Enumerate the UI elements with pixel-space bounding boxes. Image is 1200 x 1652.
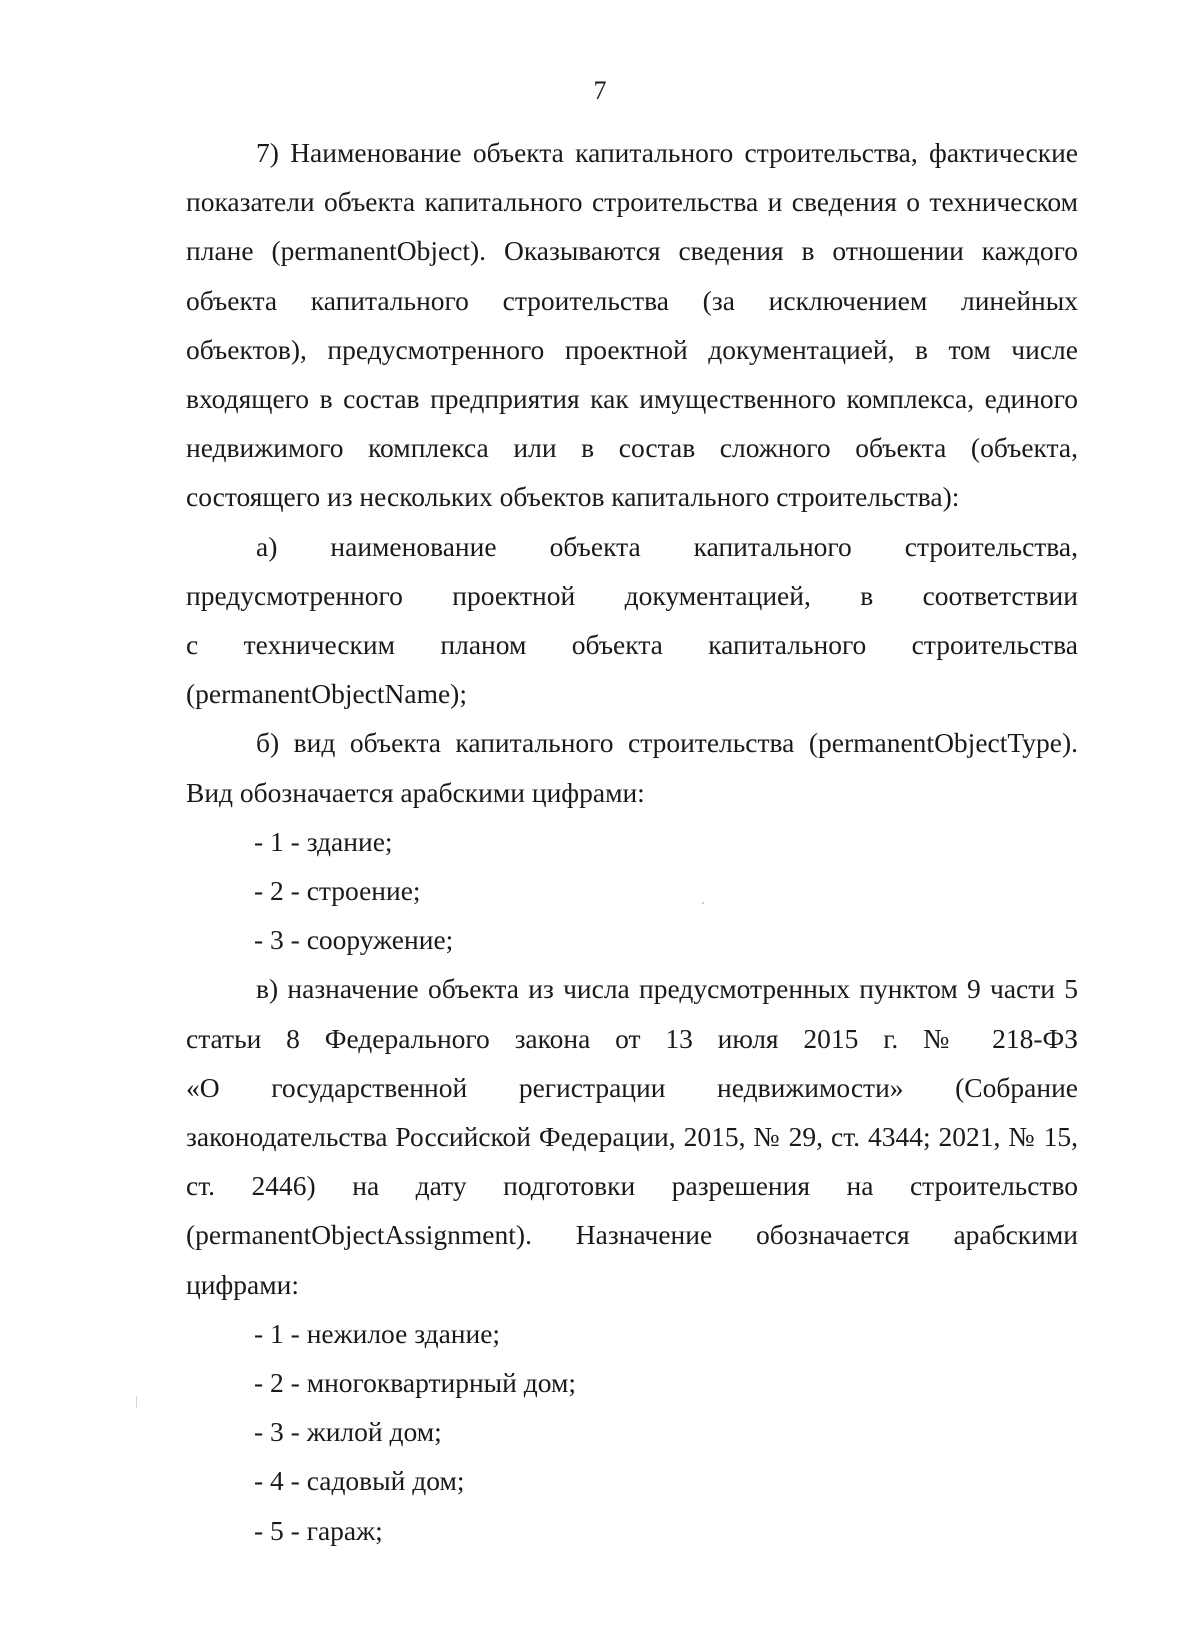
- item-c-line: (permanentObjectAssignment). Назначение обозначается арабскими: [186, 1219, 1078, 1251]
- page-number: 7: [593, 76, 607, 105]
- section-7-line: плане (permanentObject). Оказываются сведения в отношении каждого: [186, 235, 1078, 267]
- item-c-option: - 2 - многоквартирный дом;: [254, 1367, 577, 1399]
- item-a-line: а) наименование объекта капитального строительства,: [256, 530, 1078, 562]
- item-b-option: - 1 - здание;: [254, 825, 393, 857]
- section-7-paragraph: [186, 128, 1078, 522]
- item-a-line: (permanentObjectName);: [186, 678, 467, 710]
- item-c-option: - 1 - нежилое здание;: [254, 1317, 501, 1349]
- section-7-line: состоящего из нескольких объектов капитального строительства):: [186, 481, 960, 513]
- item-c-option: - 5 - гараж;: [254, 1514, 383, 1546]
- section-7-line: показатели объекта капитального строительства и сведения о техническом: [186, 186, 1078, 218]
- item-c-line: цифрами:: [186, 1268, 299, 1300]
- item-c-paragraph: [186, 964, 1078, 1308]
- item-a-line: с техническим планом объекта капитального строительства: [186, 629, 1078, 661]
- scan-mark: [136, 1396, 137, 1408]
- item-a-paragraph: [186, 522, 1078, 719]
- section-7-line: объекта капитального строительства (за исключением линейных: [186, 284, 1078, 316]
- item-c-line: статьи 8 Федерального закона от 13 июля 2015 г. № 218-ФЗ: [186, 1022, 1078, 1054]
- item-b-line: Вид обозначается арабскими цифрами:: [186, 776, 645, 808]
- item-b-line: б) вид объекта капитального строительства (permanentObjectType).: [256, 727, 1078, 759]
- section-7-line: входящего в состав предприятия как имущественного комплекса, единого: [186, 383, 1078, 415]
- document-body: [186, 128, 1078, 1555]
- item-c-line: законодательства Российской Федерации, 2015, № 29, ст. 4344; 2021, № 15,: [186, 1121, 1078, 1153]
- item-c-line: ст. 2446) на дату подготовки разрешения на строительство: [186, 1170, 1078, 1202]
- item-b-option: - 2 - строение;: [254, 875, 421, 907]
- scan-speck: [702, 902, 704, 904]
- item-b-option: - 3 - сооружение;: [254, 924, 454, 956]
- item-c-line: в) назначение объекта из числа предусмотренных пунктом 9 части 5: [256, 973, 1078, 1005]
- item-c-option: - 3 - жилой дом;: [254, 1416, 442, 1448]
- section-7-line: объектов), предусмотренного проектной документацией, в том числе: [186, 333, 1078, 365]
- item-a-line: предусмотренного проектной документацией, в соответствии: [186, 579, 1078, 611]
- section-7-line: 7) Наименование объекта капитального строительства, фактические: [256, 137, 1078, 168]
- item-c-line: «О государственной регистрации недвижимости» (Собрание: [186, 1071, 1078, 1103]
- section-7-line: недвижимого комплекса или в состав сложного объекта (объекта,: [186, 432, 1078, 464]
- item-c-option: - 4 - садовый дом;: [254, 1465, 465, 1497]
- item-b-paragraph: [186, 718, 1078, 816]
